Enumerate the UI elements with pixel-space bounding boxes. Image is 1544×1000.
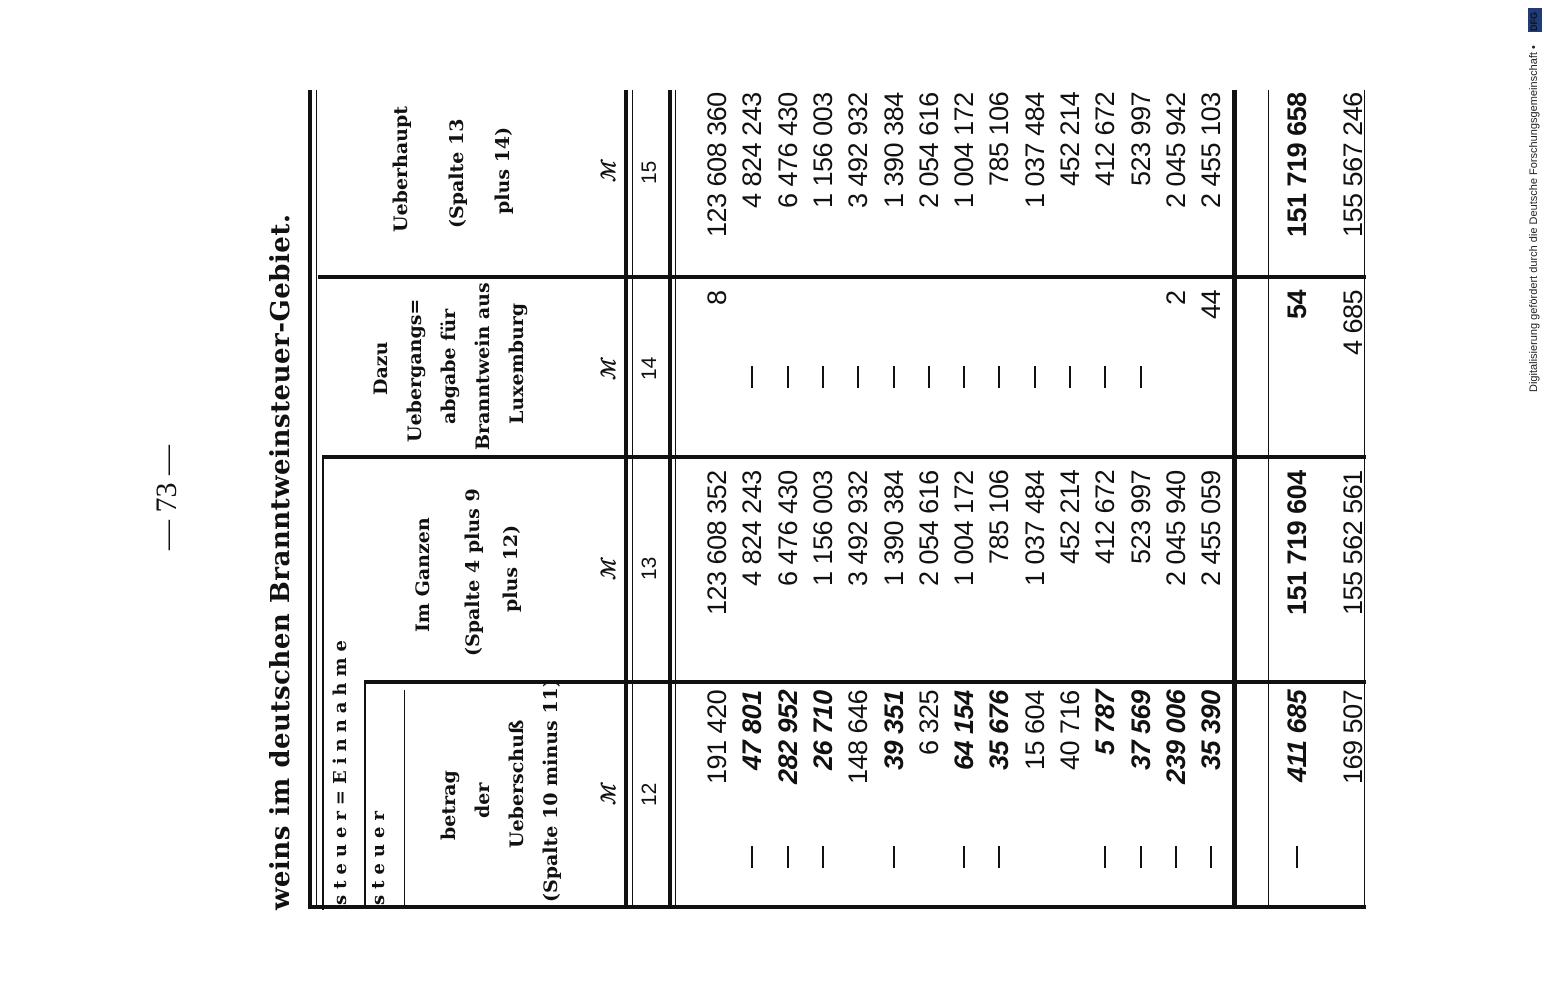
col12-number: 12 xyxy=(638,782,661,806)
col13-head-1: Im Ganzen xyxy=(412,517,434,632)
table-row-9-c15: 785 106 xyxy=(984,91,1014,186)
colnum-rule-thin xyxy=(632,90,633,908)
table-row-6-c12: 39 351 xyxy=(879,690,909,770)
table-row-3-c14-value xyxy=(777,395,778,396)
previous-rule xyxy=(1268,90,1269,908)
table-row-7-c14-value xyxy=(918,395,919,396)
table-row-4-c14-value xyxy=(812,395,813,396)
total-row-c12: 411 685 xyxy=(1282,689,1312,782)
total-row-c14: 54 xyxy=(1282,289,1312,319)
total-rule xyxy=(1232,90,1237,908)
table-row-6-c14-dash xyxy=(893,366,895,388)
previous-row-c14: 4 685 xyxy=(1338,289,1368,355)
table-row-2-c12-minus-sign xyxy=(751,846,753,868)
col13-unit: ℳ xyxy=(598,559,620,580)
table-row-5-c15: 3 492 932 xyxy=(843,92,873,208)
col14-head-5: Luxemburg xyxy=(506,302,528,424)
dfg-logo xyxy=(1528,8,1542,32)
table-row-11-c14-dash xyxy=(1069,366,1071,388)
table-row-14-c15: 2 045 942 xyxy=(1161,92,1191,208)
col13-head-2: (Spalte 4 plus 9 xyxy=(462,488,484,656)
table-row-6-c13: 1 390 384 xyxy=(879,470,909,586)
col15-head-2: (Spalte 13 xyxy=(446,118,468,228)
body-rule xyxy=(668,90,672,908)
table-row-8-c14-value xyxy=(953,395,954,396)
table-row-3-c12: 282 952 xyxy=(773,689,803,784)
group-rule xyxy=(322,455,324,910)
table-row-2-c14-dash xyxy=(751,366,753,388)
header-rule-12 xyxy=(404,690,405,908)
table-row-10-c12: 15 604 xyxy=(1020,690,1050,770)
table-row-13-c14-value xyxy=(1130,395,1131,396)
table-row-13-c13: 523 997 xyxy=(1126,469,1156,564)
table-row-3-c14-dash xyxy=(787,366,789,388)
table-row-8-c15: 1 004 172 xyxy=(949,92,979,208)
table-row-2-c12: 47 801 xyxy=(737,690,767,770)
table-row-9-c14-value xyxy=(988,395,989,396)
table-row-4-c14-dash xyxy=(822,366,824,388)
col14-head-4: Branntwein aus xyxy=(472,282,494,450)
col13-head-3: plus 12) xyxy=(500,524,522,612)
table-row-13-c14-dash xyxy=(1140,366,1142,388)
col12-head-4: (Spalte 10 minus 11) xyxy=(540,678,562,902)
table-row-12-c12: 5 787 xyxy=(1090,689,1120,755)
table-row-10-c15: 1 037 484 xyxy=(1020,92,1050,208)
col12-unit: ℳ xyxy=(598,784,620,805)
previous-row-c12: 169 507 xyxy=(1338,689,1368,784)
table-row-9-c14-dash xyxy=(998,366,1000,388)
table-row-2-c15: 4 824 243 xyxy=(737,92,767,208)
table-row-8-c14-dash xyxy=(963,366,965,388)
table-row-10-c13: 1 037 484 xyxy=(1020,470,1050,586)
table-row-12-c15: 412 672 xyxy=(1090,91,1120,186)
table-row-14-c14: 2 xyxy=(1161,290,1191,305)
table-row-11-c14-value xyxy=(1059,395,1060,396)
table-row-3-c12-minus-sign xyxy=(787,846,789,868)
group-header: steuer=Einnahme xyxy=(330,634,351,905)
table-rule-top xyxy=(308,90,312,908)
table-row-7-c13: 2 054 616 xyxy=(914,470,944,586)
table-row-14-c12-minus-sign xyxy=(1175,846,1177,868)
col14-number: 14 xyxy=(638,356,661,380)
table-row-1-c15: 123 608 360 xyxy=(702,92,732,237)
total-row-c13: 151 719 604 xyxy=(1282,470,1312,615)
table-row-11-c12: 40 716 xyxy=(1055,690,1085,770)
table-row-4-c12: 26 710 xyxy=(808,690,838,770)
table-row-3-c13: 6 476 430 xyxy=(773,470,803,586)
table-row-5-c14-dash xyxy=(857,366,859,388)
col14-unit: ℳ xyxy=(598,359,620,380)
table-row-9-c12-minus-sign xyxy=(998,846,1000,868)
table-row-4-c15: 1 156 003 xyxy=(808,92,838,208)
table-row-15-c13: 2 455 059 xyxy=(1196,470,1226,586)
col14-head-3: abgabe für xyxy=(438,308,460,424)
dfg-notice: Digitalisierung gefördert durch die Deutsche Forschungsgemeinschaft • xyxy=(1528,45,1540,392)
table-row-15-c14: 44 xyxy=(1196,289,1226,319)
table-row-14-c13: 2 045 940 xyxy=(1161,470,1191,586)
table-row-12-c14-value xyxy=(1094,395,1095,396)
page-number: — 73 — xyxy=(150,445,183,550)
dfg-logo-text: DFG xyxy=(1529,12,1539,31)
subgroup-rule xyxy=(364,680,366,908)
table-row-12-c12-minus-sign xyxy=(1104,846,1106,868)
table-row-10-c14-dash xyxy=(1034,366,1036,388)
table-row-4-c12-minus-sign xyxy=(822,846,824,868)
colnum-rule xyxy=(624,90,628,908)
col13-number: 13 xyxy=(638,556,661,580)
page-title: weins im deutschen Branntweinsteuer-Gebiet. xyxy=(266,213,296,910)
table-row-9-c12: 35 676 xyxy=(984,690,1014,770)
table-row-10-c14-value xyxy=(1024,395,1025,396)
table-row-8-c12-minus-sign xyxy=(963,846,965,868)
table-row-5-c13: 3 492 932 xyxy=(843,470,873,586)
col-sep-13-14 xyxy=(322,455,1366,459)
table-row-13-c15: 523 997 xyxy=(1126,91,1156,186)
table-row-13-c12-minus-sign xyxy=(1140,846,1142,868)
table-row-13-c12: 37 569 xyxy=(1126,690,1156,770)
col15-unit: ℳ xyxy=(598,161,620,182)
table-row-7-c14-dash xyxy=(928,366,930,388)
table-row-11-c13: 452 214 xyxy=(1055,469,1085,564)
table-rule-top-thin xyxy=(316,90,317,908)
previous-row-c13: 155 562 561 xyxy=(1338,470,1368,615)
table-row-2-c13: 4 824 243 xyxy=(737,470,767,586)
col14-head-1: Dazu xyxy=(370,341,392,395)
sub-header: steuer xyxy=(368,805,389,905)
total-row-c15: 151 719 658 xyxy=(1282,92,1312,237)
col-sep-14-15 xyxy=(318,275,1366,279)
table-row-1-c13: 123 608 352 xyxy=(702,470,732,615)
table-row-15-c15: 2 455 103 xyxy=(1196,92,1226,208)
table-row-6-c14-value xyxy=(883,395,884,396)
table-row-6-c15: 1 390 384 xyxy=(879,92,909,208)
table-row-7-c15: 2 054 616 xyxy=(914,92,944,208)
table-row-4-c13: 1 156 003 xyxy=(808,470,838,586)
col12-head-1: betrag xyxy=(438,770,460,840)
col12-head-3: Ueberschuß xyxy=(506,719,528,848)
col12-head-2: der xyxy=(472,782,494,818)
col-sep-12-13 xyxy=(366,680,1366,684)
table-row-5-c12: 148 646 xyxy=(843,689,873,784)
table-row-12-c14-dash xyxy=(1104,366,1106,388)
col15-head-1: Ueberhaupt xyxy=(390,105,412,232)
table-row-6-c12-minus-sign xyxy=(893,846,895,868)
col14-head-2: Uebergangs= xyxy=(404,298,426,442)
table-row-7-c12: 6 325 xyxy=(914,689,944,755)
table-row-1-c14: 8 xyxy=(702,290,732,305)
table-row-8-c12: 64 154 xyxy=(949,690,979,770)
table-row-14-c12: 239 006 xyxy=(1161,689,1191,784)
table-row-3-c15: 6 476 430 xyxy=(773,92,803,208)
previous-row-c15: 155 567 246 xyxy=(1338,92,1368,237)
table-row-15-c12: 35 390 xyxy=(1196,690,1226,770)
body-rule-thin xyxy=(675,90,676,908)
table-row-1-c12: 191 420 xyxy=(702,689,732,784)
table-row-9-c13: 785 106 xyxy=(984,469,1014,564)
table-row-15-c12-minus-sign xyxy=(1210,846,1212,868)
total-row-c12-minus-sign xyxy=(1296,846,1298,868)
table-row-2-c14-value xyxy=(741,395,742,396)
table-row-12-c13: 412 672 xyxy=(1090,469,1120,564)
table-row-11-c15: 452 214 xyxy=(1055,91,1085,186)
table-row-5-c14-value xyxy=(847,395,848,396)
table-row-8-c13: 1 004 172 xyxy=(949,470,979,586)
col15-head-3: plus 14) xyxy=(492,126,514,214)
col15-number: 15 xyxy=(638,160,661,184)
col-left-border xyxy=(308,905,1366,909)
